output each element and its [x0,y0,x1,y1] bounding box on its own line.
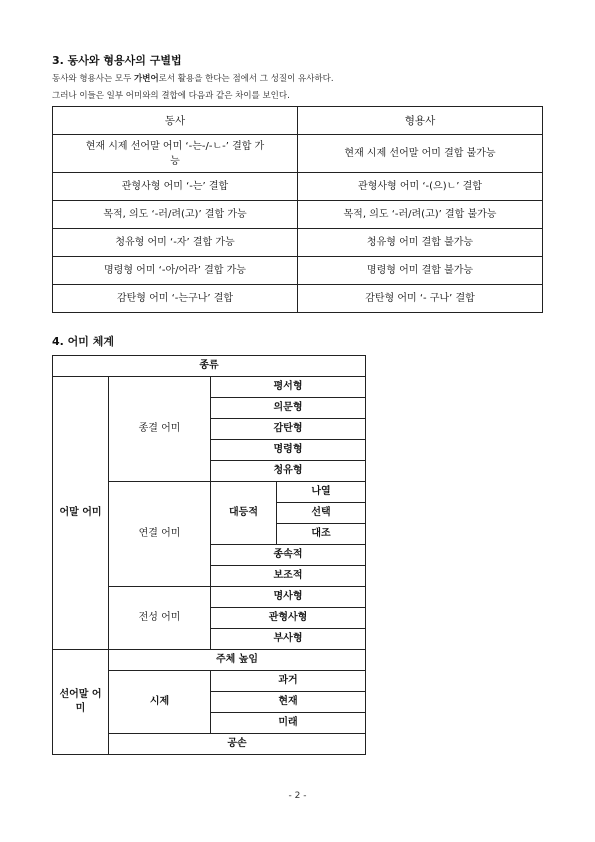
header-adjective: 형용사 [298,107,543,135]
transformative-ending-label: 전성 어미 [109,587,211,650]
table-row [53,257,543,285]
section4-title: 4. 어미 체계 [52,335,114,348]
adjective-cell: 청유형 어미 결합 불가능 [298,229,543,257]
page-number: - 2 - [288,791,307,801]
conclusive-ending-label: 종결 어미 [109,377,211,482]
section3-paragraph-1 [52,72,334,84]
list-item: 청유형 [211,461,366,482]
humble-item: 공손 [109,734,366,755]
ending-system-table [52,355,366,755]
table-row [53,285,543,313]
verb-adjective-table [52,106,543,313]
tense-label: 시제 [109,671,211,734]
table-row [53,201,543,229]
list-item: 현재 [211,692,366,713]
section3-title: 3. 동사와 형용사의 구별법 [52,54,182,67]
table-header-row [53,107,543,135]
auxiliary-item: 보조적 [211,566,366,587]
adjective-cell: 명령형 어미 결합 불가능 [298,257,543,285]
para1-post: 로서 활용을 한다는 점에서 그 성질이 유사하다. [158,74,334,84]
list-item: 대조 [277,524,366,545]
verb-cell: 명령형 어미 ‘-아/어라’ 결합 가능 [53,257,298,285]
adjective-cell: 관형사형 어미 ‘-(으)ㄴ’ 결합 [298,173,543,201]
adjective-cell: 목적, 의도 ‘-러/려(고)’ 결합 불가능 [298,201,543,229]
list-item: 명령형 [211,440,366,461]
list-item: 부사형 [211,629,366,650]
verb-cell: 감탄형 어미 ‘-는구나’ 결합 [53,285,298,313]
verb-cell: 청유형 어미 ‘-자’ 결합 가능 [53,229,298,257]
adjective-cell: 감탄형 어미 ‘- 구나’ 결합 [298,285,543,313]
list-item: 나열 [277,482,366,503]
final-ending-label: 어말 어미 [53,377,109,650]
list-item: 감탄형 [211,419,366,440]
verb-cell: 목적, 의도 ‘-러/려(고)’ 결합 가능 [53,201,298,229]
table-row [53,135,543,173]
table-row [53,173,543,201]
section3-paragraph-2: 그러나 이들은 일부 어미와의 결합에 다음과 같은 차이를 보인다. [52,91,290,101]
list-item: 평서형 [211,377,366,398]
prefinal-ending-label: 선어말 어미 [53,650,109,755]
coordinate-label: 대등적 [211,482,277,545]
verb-cell: 현재 시제 선어말 어미 ‘-는-/-ㄴ-’ 결합 가능 [53,135,298,173]
list-item: 의문형 [211,398,366,419]
list-item: 미래 [211,713,366,734]
connective-ending-label: 연결 어미 [109,482,211,587]
list-item: 명사형 [211,587,366,608]
table-row [53,229,543,257]
para1-bold: 가변어 [134,74,159,84]
header-verb: 동사 [53,107,298,135]
para1-pre: 동사와 형용사는 모두 [52,74,135,84]
adjective-cell: 현재 시제 선어말 어미 결합 불가능 [298,135,543,173]
subordinate-item: 종속적 [211,545,366,566]
ending-header: 종류 [53,356,366,377]
list-item: 관형사형 [211,608,366,629]
honorific-item: 주체 높임 [109,650,366,671]
list-item: 선택 [277,503,366,524]
list-item: 과거 [211,671,366,692]
verb-cell: 관형사형 어미 ‘-는’ 결합 [53,173,298,201]
